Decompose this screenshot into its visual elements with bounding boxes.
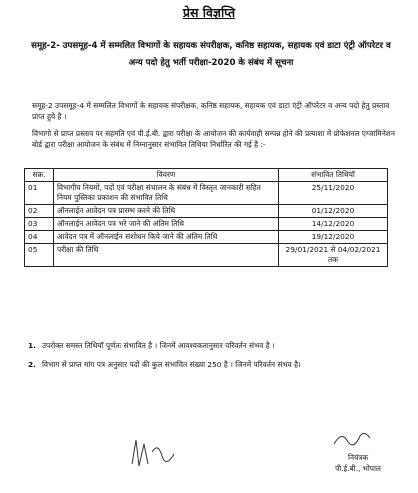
schedule-paragraph	[20, 128, 400, 150]
note-text: विभाग से प्राप्त मांग पत्र अनुसार पदों की कुल संभावित संख्या 250 है । जिनमें परिवर्तन संभव है।	[42, 360, 301, 369]
intro-text: समूह-2 उपसमूह-4 में सम्मलित विभागों के सहायक संपरीक्षक, कनिष्ठ सहायक, सहायक एवं डाटा एंट्री ऑपरेटर व अन्य पदो हेतु प्रस्ताव प्राप्त हुये है ।	[32, 101, 390, 121]
schedule-table	[24, 168, 388, 267]
note-number: 1.	[28, 341, 36, 350]
row-description: ऑनलाईन आवेदन पत्र प्रारम्भ करने की तिथि	[54, 205, 279, 218]
header-sno: सक्र.	[25, 169, 54, 182]
table-row	[25, 205, 388, 218]
intro-paragraph	[20, 100, 400, 122]
schedule-text: विभागो से प्राप्त प्रस्ताव पर सहमति एवं पी.ई.बी. द्वारा परीक्षा के आयोजन की कार्यवाही सम्पन्न होने की प्रत्याशा में प्रोफेशनल एग्जामिनेशन बोर्ड द्वारा परीक्षा आयोजन के संबंध में निम्नानुसार संभावित तिथिया निर्धारित की गई है :-	[32, 129, 395, 149]
list-item	[28, 340, 390, 351]
note-number: 2.	[28, 360, 36, 369]
table-row	[25, 218, 388, 231]
notice-heading: समूह-2- उपसमूह-4 में सम्मलित विभागों के सहायक संपरीक्षक, कनिष्ठ सहायक, सहायक एवं डाटा एंट्री ऑपरेटर व अन्य पदो हेतु भर्ती परीक्षा-2020 के संबंध में सूचना	[31, 41, 391, 68]
list-item	[28, 359, 390, 370]
header-description: विवरण	[54, 169, 279, 182]
table-row	[25, 231, 388, 244]
notes-list	[28, 340, 390, 378]
row-date: 25/11/2020	[279, 182, 388, 205]
note-text: उपरोक्त समस्त तिथियॉ पूर्णतः संभावित है । जिनमें आवश्यकतानुसार परिवर्तन संभव है ।	[42, 341, 275, 350]
row-sno: 02	[25, 205, 54, 218]
table-row	[25, 182, 388, 205]
row-date: 19/12/2020	[279, 231, 388, 244]
row-description: विभागीय नियमों, पदों एवं परीक्षा संचालन के संबंध में विस्तृत जानकारी सहित नियम पुस्तिका प्रकाशन की संभावित तिथि	[54, 182, 279, 205]
row-description: आवेदन पत्र में ऑनलाईन संशोधन किये जाने की अंतिम तिथि	[54, 231, 279, 244]
signature-mark-icon	[330, 428, 374, 450]
row-date: 01/12/2020	[279, 205, 388, 218]
row-sno: 04	[25, 231, 54, 244]
header-dates: संभावित तिथियॉ	[279, 169, 388, 182]
press-release-title: प्रेस विज्ञप्ति	[182, 5, 236, 20]
table-header-row	[25, 169, 388, 182]
row-description: परीक्षा की तिथि	[54, 244, 279, 267]
row-sno: 03	[25, 218, 54, 231]
row-sno: 01	[25, 182, 54, 205]
table-row	[25, 244, 388, 267]
signature-block	[318, 452, 398, 474]
signature-scribble-icon	[126, 434, 186, 474]
row-description: ऑनलाईन आवेदन पत्र भरे जाने की अंतिम तिथि	[54, 218, 279, 231]
signatory-designation: नियंत्रक	[347, 453, 369, 462]
row-sno: 05	[25, 244, 54, 267]
signatory-office: पी.ई.बी., भोपाल	[335, 464, 381, 473]
row-date: 29/01/2021 से 04/02/2021 तक	[279, 244, 388, 267]
row-date: 14/12/2020	[279, 218, 388, 231]
